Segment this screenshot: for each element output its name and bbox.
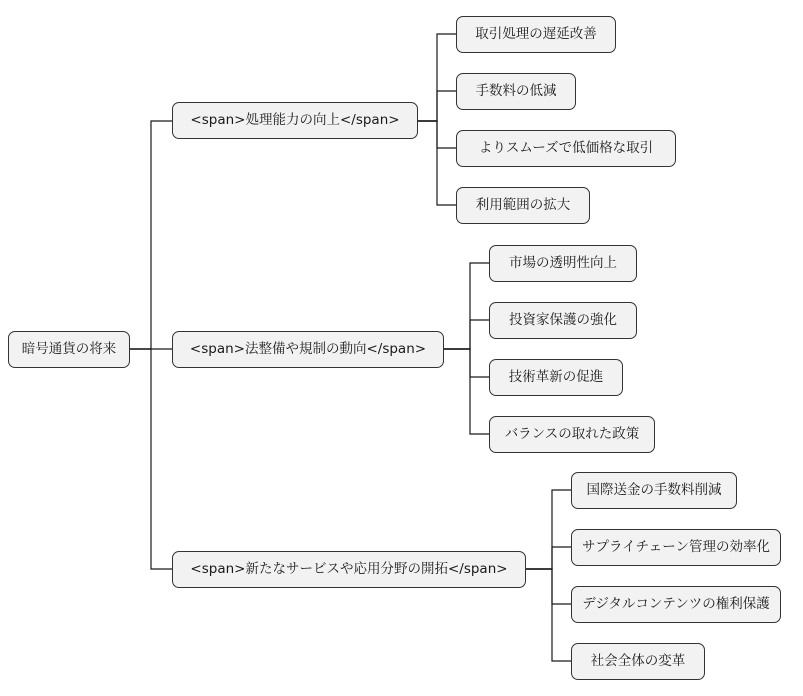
mindmap-leaf-node-0-1[interactable] (456, 73, 576, 110)
mindmap-edge (418, 34, 456, 121)
mindmap-leaf-node-1-3[interactable] (489, 416, 655, 453)
mindmap-leaf-label-0-2: よりスムーズで低価格な取引 (478, 140, 654, 157)
mindmap-edge (444, 349, 489, 377)
mindmap-root-node[interactable] (8, 331, 130, 368)
mindmap-edge (526, 490, 571, 569)
mindmap-leaf-label-2-3: 社会全体の変革 (590, 653, 686, 670)
mindmap-leaf-label-1-1: 投資家保護の強化 (509, 312, 617, 329)
mindmap-leaf-node-0-2[interactable] (456, 130, 676, 167)
mindmap-edge (444, 320, 489, 349)
mindmap-leaf-node-2-3[interactable] (571, 643, 705, 680)
mindmap-edge (418, 91, 456, 121)
mindmap-branch-node-0[interactable] (172, 102, 418, 139)
mindmap-branch-label-2: <span>新たなサービスや応用分野の開拓</span> (190, 561, 508, 578)
mindmap-leaf-label-1-0: 市場の透明性向上 (509, 255, 617, 272)
mindmap-leaf-node-0-3[interactable] (456, 187, 590, 224)
mindmap-leaf-label-1-3: バランスの取れた政策 (504, 426, 640, 443)
mindmap-leaf-label-1-2: 技術革新の促進 (508, 369, 604, 386)
mindmap-leaf-label-0-0: 取引処理の遅延改善 (475, 26, 597, 43)
mindmap-edge (418, 121, 456, 148)
mindmap-leaf-label-2-2: デジタルコンテンツの権利保護 (582, 596, 770, 613)
mindmap-leaf-label-0-3: 利用範囲の拡大 (475, 197, 571, 214)
mindmap-leaf-node-2-2[interactable] (571, 586, 781, 623)
mindmap-leaf-node-2-1[interactable] (571, 529, 781, 566)
mindmap-branch-label-1: <span>法整備や規制の動向</span> (189, 341, 427, 358)
mindmap-edge (526, 569, 571, 604)
mindmap-branch-node-2[interactable] (172, 551, 526, 588)
mindmap-leaf-node-1-1[interactable] (489, 302, 637, 339)
mindmap-edge (526, 547, 571, 569)
mindmap-edge (444, 349, 489, 434)
mindmap-leaf-label-2-1: サプライチェーン管理の効率化 (582, 539, 770, 556)
mindmap-leaf-label-2-0: 国際送金の手数料削減 (586, 482, 722, 499)
mindmap-edge (444, 263, 489, 349)
mindmap-edge (130, 121, 172, 349)
mindmap-edge (418, 121, 456, 205)
mindmap-root-label: 暗号通貨の将来 (21, 341, 117, 358)
mindmap-leaf-node-1-2[interactable] (489, 359, 623, 396)
mindmap-branch-label-0: <span>処理能力の向上</span> (190, 112, 400, 129)
mindmap-leaf-node-2-0[interactable] (571, 472, 737, 509)
mindmap-leaf-label-0-1: 手数料の低減 (475, 83, 557, 100)
mindmap-leaf-node-0-0[interactable] (456, 16, 616, 53)
mindmap-leaf-node-1-0[interactable] (489, 245, 637, 282)
mindmap-edge (130, 349, 172, 569)
mindmap-branch-node-1[interactable] (172, 331, 444, 368)
mindmap-edge (526, 569, 571, 661)
